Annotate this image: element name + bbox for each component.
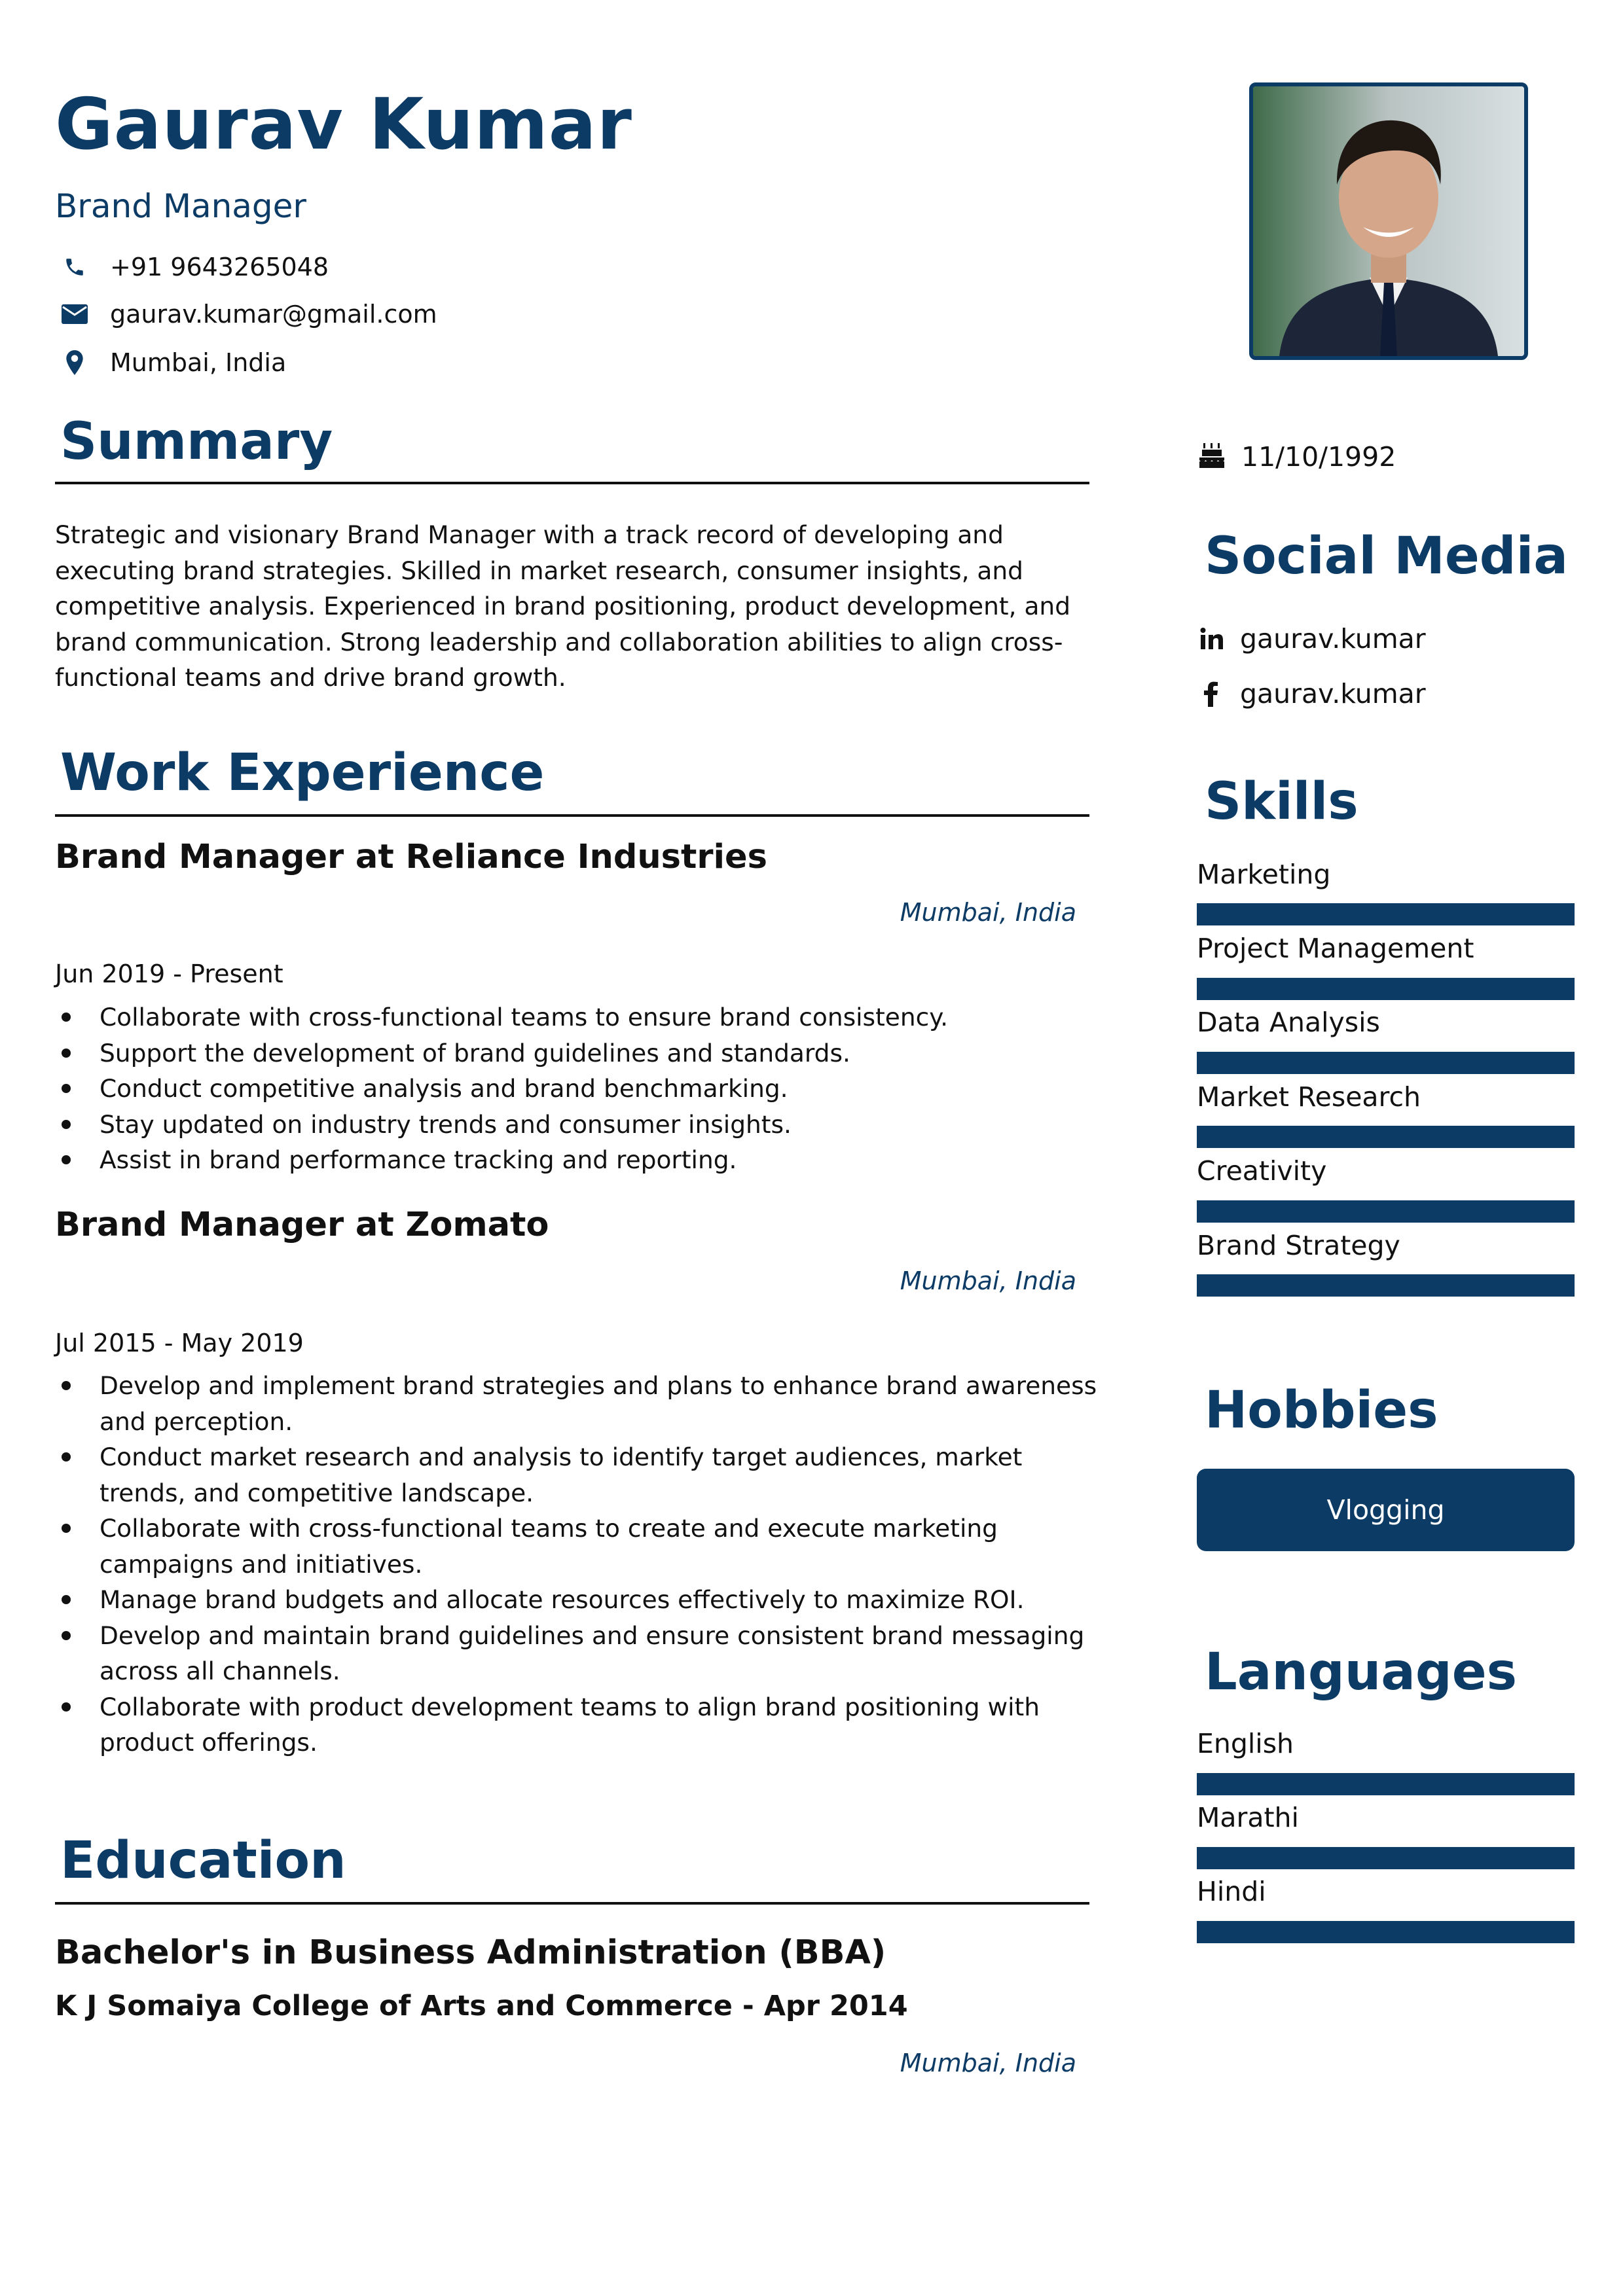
language-label: Marathi: [1197, 1802, 1299, 1833]
contact-email: [55, 295, 437, 334]
social-linkedin[interactable]: [1197, 619, 1426, 658]
education-divider: [55, 1902, 1089, 1905]
job-role: Brand Manager: [55, 187, 306, 225]
skill-label: Data Analysis: [1197, 1007, 1380, 1038]
hobby-tag: Vlogging: [1197, 1469, 1575, 1551]
list-item: Collaborate with product development teams to align brand positioning with product offerings.: [55, 1689, 1103, 1761]
list-item: Collaborate with cross-functional teams to create and execute marketing campaigns and initiatives.: [55, 1511, 1103, 1582]
skill-bar: [1197, 978, 1575, 1000]
skill-label: Marketing: [1197, 859, 1331, 890]
summary-heading: Summary: [60, 412, 333, 471]
job-title-zomato: Brand Manager at Zomato: [55, 1206, 549, 1244]
list-item: Manage brand budgets and allocate resources effectively to maximize ROI.: [55, 1582, 1103, 1618]
location-icon: [55, 343, 94, 382]
skill-label: Creativity: [1197, 1155, 1327, 1187]
language-bar: [1197, 1773, 1575, 1795]
email-address: gaurav.kumar@gmail.com: [110, 300, 437, 329]
skill-label: Brand Strategy: [1197, 1230, 1400, 1261]
social-facebook[interactable]: [1197, 674, 1426, 713]
phone-icon: [55, 247, 94, 287]
list-item: Stay updated on industry trends and consumer insights.: [55, 1107, 1103, 1143]
job-dates-zomato: Jul 2015 - May 2019: [55, 1329, 304, 1357]
skills-heading: Skills: [1205, 772, 1359, 831]
dob-text: 11/10/1992: [1241, 441, 1396, 473]
skill-bar: [1197, 1274, 1575, 1297]
list-item: Assist in brand performance tracking and reporting.: [55, 1142, 1103, 1178]
job-bullets-zomato: [55, 1368, 1103, 1761]
language-bar: [1197, 1847, 1575, 1869]
work-experience-divider: [55, 814, 1089, 817]
social-media-heading: Social Media: [1205, 527, 1568, 586]
languages-heading: Languages: [1205, 1643, 1518, 1702]
linkedin-icon: [1197, 619, 1226, 658]
skill-bar: [1197, 903, 1575, 925]
job-location-reliance: Mumbai, India: [900, 898, 1076, 927]
date-of-birth: [1197, 437, 1396, 476]
job-title-reliance: Brand Manager at Reliance Industries: [55, 838, 767, 876]
education-degree: Bachelor's in Business Administration (BBA): [55, 1933, 886, 1972]
phone-number: +91 9643265048: [110, 253, 329, 281]
summary-text: Strategic and visionary Brand Manager with a track record of developing and executing brand strategies. Skilled in market research, consumer insights, and competitive analysis. Experienced in brand positioning, product development, and brand communication. Strong leadership and collaboration abilities to align cross-functional teams and drive brand growth.: [55, 520, 1070, 692]
education-school: K J Somaiya College of Arts and Commerce - Apr 2014: [55, 1990, 908, 2022]
language-label: English: [1197, 1728, 1294, 1759]
language-bar: [1197, 1921, 1575, 1943]
linkedin-handle: gaurav.kumar: [1240, 623, 1426, 655]
skill-label: Project Management: [1197, 933, 1474, 964]
list-item: Develop and maintain brand guidelines and ensure consistent brand messaging across all channels.: [55, 1618, 1103, 1689]
contact-phone: [55, 247, 329, 287]
list-item: Conduct competitive analysis and brand benchmarking.: [55, 1071, 1103, 1107]
candidate-name: Gaurav Kumar: [55, 84, 632, 166]
contact-location: [55, 343, 286, 382]
profile-photo: [1249, 82, 1528, 360]
list-item: Support the development of brand guidelines and standards.: [55, 1035, 1103, 1071]
skill-label: Market Research: [1197, 1081, 1421, 1113]
list-item: Collaborate with cross-functional teams to ensure brand consistency.: [55, 999, 1103, 1035]
education-location: Mumbai, India: [900, 2049, 1076, 2077]
birthday-cake-icon: [1197, 440, 1227, 473]
facebook-handle: gaurav.kumar: [1240, 678, 1426, 709]
work-experience-heading: Work Experience: [60, 744, 545, 802]
job-dates-reliance: Jun 2019 - Present: [55, 960, 283, 988]
job-bullets-reliance: [55, 999, 1103, 1178]
skill-bar: [1197, 1200, 1575, 1223]
list-item: Conduct market research and analysis to identify target audiences, market trends, and competitive landscape.: [55, 1439, 1103, 1511]
email-icon: [55, 295, 94, 334]
job-location-zomato: Mumbai, India: [900, 1266, 1076, 1295]
list-item: Develop and implement brand strategies and plans to enhance brand awareness and perception.: [55, 1368, 1103, 1439]
language-label: Hindi: [1197, 1876, 1266, 1907]
education-heading: Education: [60, 1831, 346, 1890]
location-text: Mumbai, India: [110, 348, 287, 377]
facebook-icon: [1197, 674, 1226, 713]
summary-divider: [55, 482, 1089, 484]
skill-bar: [1197, 1052, 1575, 1074]
hobbies-heading: Hobbies: [1205, 1381, 1438, 1440]
skill-bar: [1197, 1126, 1575, 1148]
